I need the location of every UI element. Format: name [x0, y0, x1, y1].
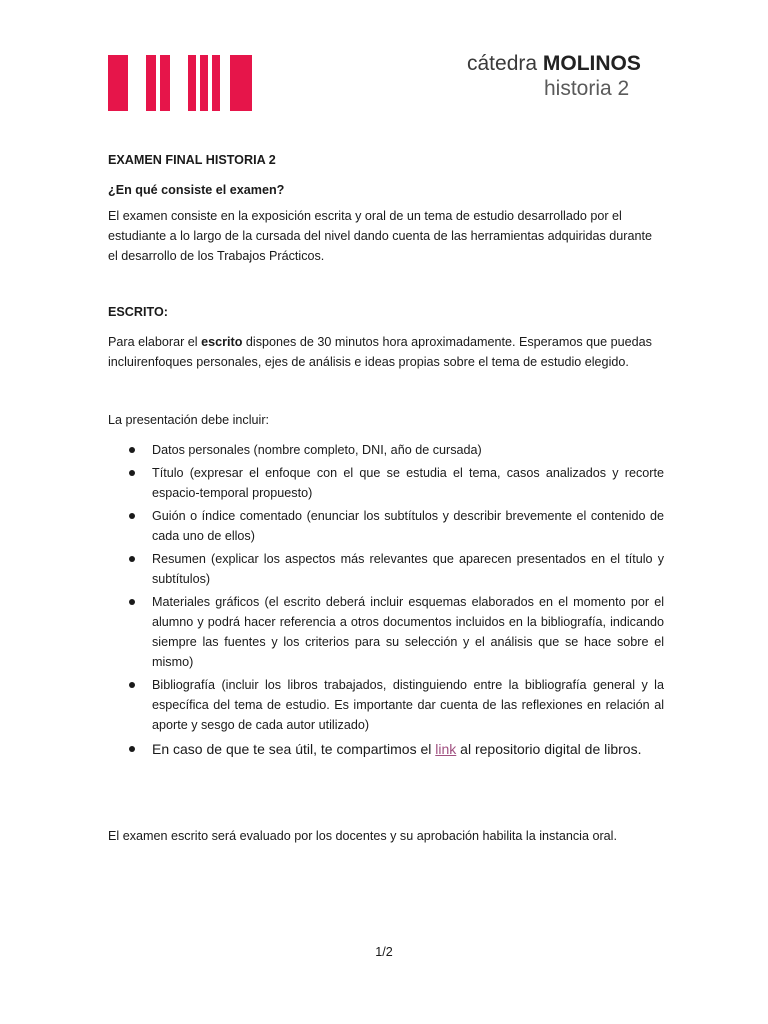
list-item-link — [108, 738, 664, 760]
list-item — [108, 675, 664, 735]
exam-question-heading: ¿En qué consiste el examen? — [108, 183, 285, 197]
exam-title: EXAMEN FINAL HISTORIA 2 — [108, 153, 276, 167]
list-item-text: Materiales gráficos (el escrito deberá incluir esquemas elaborados en el momento por el alumno y podrá hacer referencia a otros documentos incluidos en la bibliografía, indicando siempre las fuentes y los criterios para su selección y el análisis que se hace sobre el mismo) — [152, 595, 664, 669]
list-item — [108, 506, 664, 546]
escrito-heading: ESCRITO: — [108, 305, 168, 319]
brand-block — [467, 53, 641, 99]
brand-name: MOLINOS — [542, 52, 641, 75]
repository-link[interactable]: link — [435, 741, 457, 757]
bullet-icon — [129, 556, 135, 562]
list-item-text: Guión o índice comentado (enunciar los subtítulos y describir brevemente el contenido de cada uno de ellos) — [152, 509, 664, 543]
escrito-text-pre: Para elaborar el — [108, 335, 202, 349]
escrito-bold: escrito — [201, 335, 243, 349]
brand-title — [467, 53, 641, 74]
list-item — [108, 592, 664, 672]
list-item-text: Datos personales (nombre completo, DNI, año de cursada) — [152, 443, 482, 457]
document-body — [108, 150, 664, 846]
presentation-intro: La presentación debe incluir: — [108, 413, 270, 427]
brand-subtitle: historia 2 — [544, 77, 630, 100]
link-bullet-post: al repositorio digital de libros. — [456, 741, 642, 757]
closing-paragraph: El examen escrito será evaluado por los docentes y su aprobación habilita la instancia oral. — [108, 829, 617, 843]
bullet-icon — [129, 513, 135, 519]
catedra-molinos-bars-logo — [108, 55, 252, 111]
list-item-text: Bibliografía (incluir los libros trabajados, distinguiendo entre la bibliografía general y la específica del tema de estudio. Es importante dar cuenta de las reflexiones en relación al aporte y sesgo de cada autor utilizado) — [152, 678, 664, 732]
list-item — [108, 549, 664, 589]
list-item — [108, 440, 664, 460]
bullet-icon — [129, 682, 135, 688]
list-item — [108, 463, 664, 503]
bullet-icon — [129, 470, 135, 476]
link-bullet-pre: En caso de que te sea útil, te compartimos el — [152, 741, 436, 757]
page-number: 1/2 — [375, 945, 393, 959]
escrito-paragraph — [108, 332, 664, 372]
list-item-text: Título (expresar el enfoque con el que se estudia el tema, casos analizados y recorte espacio-temporal propuesto) — [152, 466, 664, 500]
exam-intro-paragraph: El examen consiste en la exposición escrita y oral de un tema de estudio desarrollado por el estudiante a lo largo de la cursada del nivel dando cuenta de las herramientas adquiridas durante el desarrollo de los Trabajos Prácticos. — [108, 209, 652, 263]
requirements-list — [108, 440, 664, 760]
brand-prefix: cátedra — [467, 52, 538, 75]
list-item-text: Resumen (explicar los aspectos más relevantes que aparecen presentados en el título y subtítulos) — [152, 552, 664, 586]
bullet-icon — [129, 746, 135, 752]
escrito-text-post: dispones de 30 minutos hora aproximadamente. Esperamos que puedas incluirenfoques personales, ejes de análisis e ideas propias sobre el tema de estudio elegido. — [108, 335, 652, 369]
bullet-icon — [129, 447, 135, 453]
bullet-icon — [129, 599, 135, 605]
